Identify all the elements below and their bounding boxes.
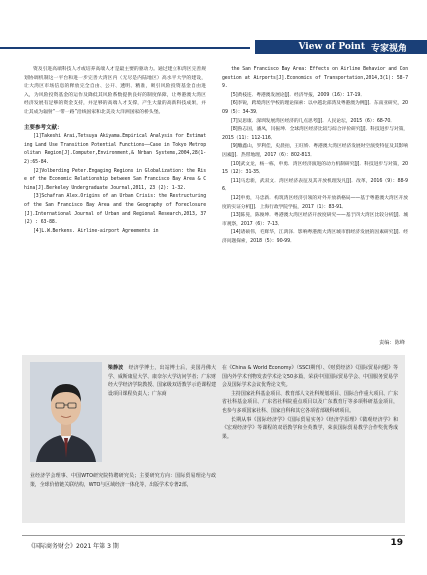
reference-item: [2]Volberding Peter.Engaging Regions in Globalization: the Rise of the Economic Relationship between San Francisco Bay Area & China[J].Berkeley Undergraduate Journal,2011, 23 (2): 1-32. — [24, 168, 206, 191]
section-header-tab — [255, 40, 427, 54]
header-rule — [0, 47, 250, 49]
reference-item: [8]鲁志国，潘凤，闫振坤．全球湾区经济比较与综合评价研究[J]．科技进步与对策，2015（11）：112-116． — [222, 127, 408, 141]
author-portrait-image — [30, 362, 102, 462]
bio-paragraph: 在《China & World Economy》（SSCI期刊）、《财贸经济》《国际贸易问题》等国内外学术刊物发表学术论文50多篇，荣获中国国际贸易学会、中国服务贸易学会及国际学术会议优秀论文奖。 — [222, 365, 398, 389]
reference-item: [10]武文龙，杨一栋，申勇．湾区经济演进的动力机制研究[J]．科技进步与对策，2015（12）：31-35． — [222, 161, 408, 176]
bio-intro-text: 经济学博士，出站博士后，美国丹佛大学、威斯康星大学、康奈尔大学访问学者；广东财经大学经济学院教授、国家级双语教学示范课程建设项目课程负责人；广东商 — [108, 365, 216, 397]
author-name: 梁静波 — [108, 365, 124, 371]
reference-item: [13]陈晃，陈俊坤．粤港澳大湾区经济开放度研究——基于四大湾区比较分析[J]．城市观察，2017（6）：7-13． — [222, 213, 408, 227]
references-title: 主要参考文献： — [24, 124, 63, 131]
reference-item: [9]雕鑫山，罗利佳，史晨拍，王旺娇．粤港澳大湾区经济发展时空演变特征及其影响因素[J]．热带地理，2017（6）：802-813． — [222, 144, 408, 158]
section-tag-cn: 专家视角 — [370, 43, 407, 54]
reference-item: [1]Takeshi Arai,Tetsuya Akiyama.Empirical Analysis for Estimating Land Use Transition Potential Functions——Case in Tokyo Metropolitan Region[J].Computer,Environment,& Nrban Systems,2004,28(1-2):65-84. — [24, 134, 206, 165]
bio-details — [222, 364, 398, 441]
reference-item: [5]黄枝连．粤港澳发展论[J]．经济导报，2009（16）：17-19． — [231, 92, 366, 98]
reference-item: [6]李锐，跨境湾区学校的理论探索：以中越北部湾及粤港澳为例[J]．东南亚研究，2009（5）：34-39． — [222, 101, 408, 115]
reference-item: [4]L.W.Berkens. Airline-airport Agreements in — [33, 228, 159, 234]
reference-item: [11]马忠新，武双文．湾区经济表征及其开放机理发凡[J]．改革，2016（9）：88-96． — [222, 178, 408, 193]
reference-item: [3]Schafran Alex.Origins of an Urban Crisis: the Restructuring of the San Francisco Bay Area and the Geography of Foreclosure[J].International Journal of Urban and Regional Research,2013, 37(2) : 63-88. — [24, 194, 206, 226]
bio-intro — [108, 364, 216, 398]
bio-paragraph: 主持国家社科基金项目、教育部人文社科规划项目、国际合作重大项目、广东省社科基金项目、广东省社科院重点项目以及广东教育厅等多项科研基金项目，也参与多项国家社科、国家自科和其它各项省部级科研项目。 — [222, 390, 398, 414]
body-paragraph: 资及引进高端科技人才或培养高端人才是最主要的驱动力。通过建立和湾区完善规划协调机制这一平台和进一步完善大湾区内（无尽是内陆地区）高水平大学的建设，让大湾区市场信息的释放完全自由、公开、透明、精准，吸引风险投资基金自由进入，为风险投资基金的运作及降低其风险系数提供良好的制度保障，让粤港澳大湾区经济发展有足够的资金支持，并足够的高端人才支撑，产生大量的高新科技成果，并让其成为辐射“一带一路”沿线国家和北美及大洋洲国家的桥头堡。 — [24, 67, 206, 115]
author-photo — [30, 362, 102, 462]
page-number: 19 — [390, 538, 403, 548]
bio-paragraph: 长期从事《国际经济学》《国际贸易实务》《经济学原理》《微观经济学》和《宏观经济学》等课程的双语教学和全英教学，荣获国际贸易教学合作奖优秀成果。 — [222, 416, 398, 440]
reference-item: [14]诸硕伟，毛辉华，江鸿泽．影响粤港澳大湾区城市群经济发展的因素研究[J]．经济问题探索，2018（5）：90-99． — [222, 230, 408, 244]
section-tag-en: View of Point — [298, 42, 365, 52]
journal-footer: 《国际商务财会》2021 年第 3 期 — [28, 543, 119, 550]
reference-item: [12]申勇，马忠新．构筑湾区经济引领的对外开放新格局——基于粤港澳大湾区开放度的实证分析[J]．上海行政学院学报，2017（1）：83-91． — [222, 195, 408, 210]
editor-credit: 责编：陈峰 — [379, 340, 405, 346]
reference-item: [7]吴思康．深圳发展湾区经济的几点思考[J]．人民论坛，2015（6）：68-70． — [231, 118, 395, 124]
footer-rule — [22, 535, 405, 536]
reference-item: the San Francisco Bay Area: Effects on Airline Behavior and Congestion at Airports[J].Economics of Transportation,2014,3(1): 58-79. — [222, 67, 408, 90]
bio-intro-continued-text: 业经济学会理事、中国WTO研究院特聘研究员；主要研究方向：国际贸易理论与政策，全球价值链关联结构，WTO与区域经济一体化等，出版学术专著2部， — [30, 473, 216, 488]
right-column — [222, 66, 408, 246]
left-column — [24, 66, 206, 236]
bio-intro-continued — [30, 472, 216, 489]
